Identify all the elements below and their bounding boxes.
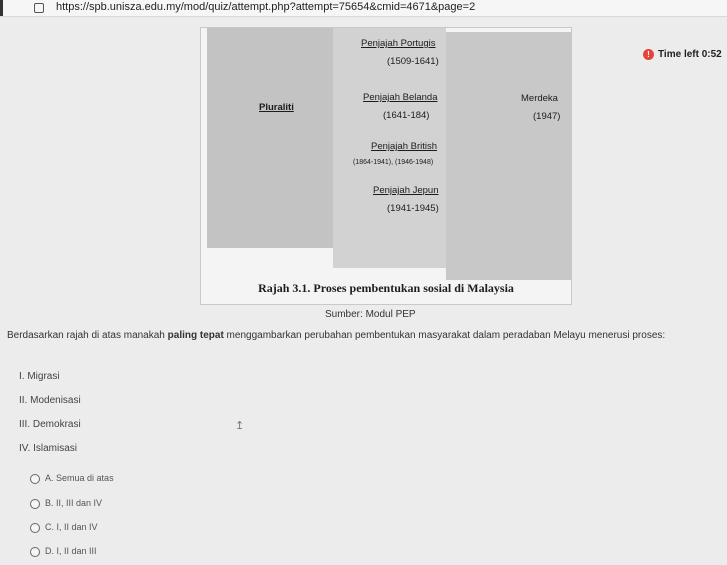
list-item-modenisasi: II. Modenisasi: [19, 395, 81, 406]
pluraliti-label: Pluraliti: [259, 102, 294, 113]
british-label: Penjajah British: [371, 141, 438, 152]
pluraliti-band: [207, 28, 333, 248]
belanda-label: Penjajah Belanda: [363, 92, 438, 103]
figure-source: Sumber: Modul PEP: [325, 309, 416, 320]
option-c-letter: C.: [45, 522, 54, 532]
portugis-years: (1509-1641): [387, 56, 439, 67]
question-text-after: menggambarkan perubahan pembentukan masyarakat dalam peradaban Melayu menerusi proses:: [223, 330, 666, 341]
mouse-cursor-icon: ↥: [235, 420, 245, 432]
question-text: [7, 327, 722, 345]
browser-address-bar[interactable]: [0, 0, 727, 17]
radio-button-b[interactable]: [30, 499, 40, 509]
window-edge: [0, 0, 3, 16]
url-text[interactable]: https://spb.unisza.edu.my/mod/quiz/attempt.php?attempt=75654&cmid=4671&page=2: [56, 1, 476, 13]
radio-button-c[interactable]: [30, 523, 40, 533]
list-item-migrasi: I. Migrasi: [19, 371, 60, 382]
figure-caption: Rajah 3.1. Proses pembentukan sosial di Malaysia: [258, 281, 514, 295]
time-left-block: [643, 47, 727, 64]
clock-icon: !: [643, 49, 654, 60]
option-a-letter: A.: [45, 473, 54, 483]
british-years: (1864-1941), (1946-1948): [353, 159, 434, 166]
jepun-label: Penjajah Jepun: [373, 185, 439, 196]
jepun-years: (1941-1945): [387, 203, 439, 214]
option-b-text: II, III dan IV: [56, 498, 103, 508]
merdeka-band: [446, 32, 571, 280]
list-item-demokrasi: III. Demokrasi: [19, 419, 81, 430]
option-c-text: I, II dan IV: [56, 522, 98, 532]
belanda-years: (1641-184): [383, 110, 430, 121]
merdeka-label: Merdeka: [521, 93, 558, 104]
question-bold-text: paling tepat: [167, 330, 224, 341]
portugis-label: Penjajah Portugis: [361, 38, 436, 49]
option-d-letter: D.: [45, 546, 54, 556]
option-a-text: Semua di atas: [56, 473, 114, 483]
diagram-figure: [200, 27, 572, 305]
time-left-text: Time left 0:52: [658, 49, 722, 60]
option-d-text: I, II dan III: [56, 546, 97, 556]
merdeka-year: (1947): [533, 111, 561, 122]
question-text-before: Berdasarkan rajah di atas manakah: [7, 330, 168, 341]
lock-icon: [34, 3, 44, 13]
radio-button-d[interactable]: [30, 547, 40, 557]
list-item-islamisasi: IV. Islamisasi: [19, 443, 77, 454]
radio-button-a[interactable]: [30, 474, 40, 484]
option-b-letter: B.: [45, 498, 54, 508]
